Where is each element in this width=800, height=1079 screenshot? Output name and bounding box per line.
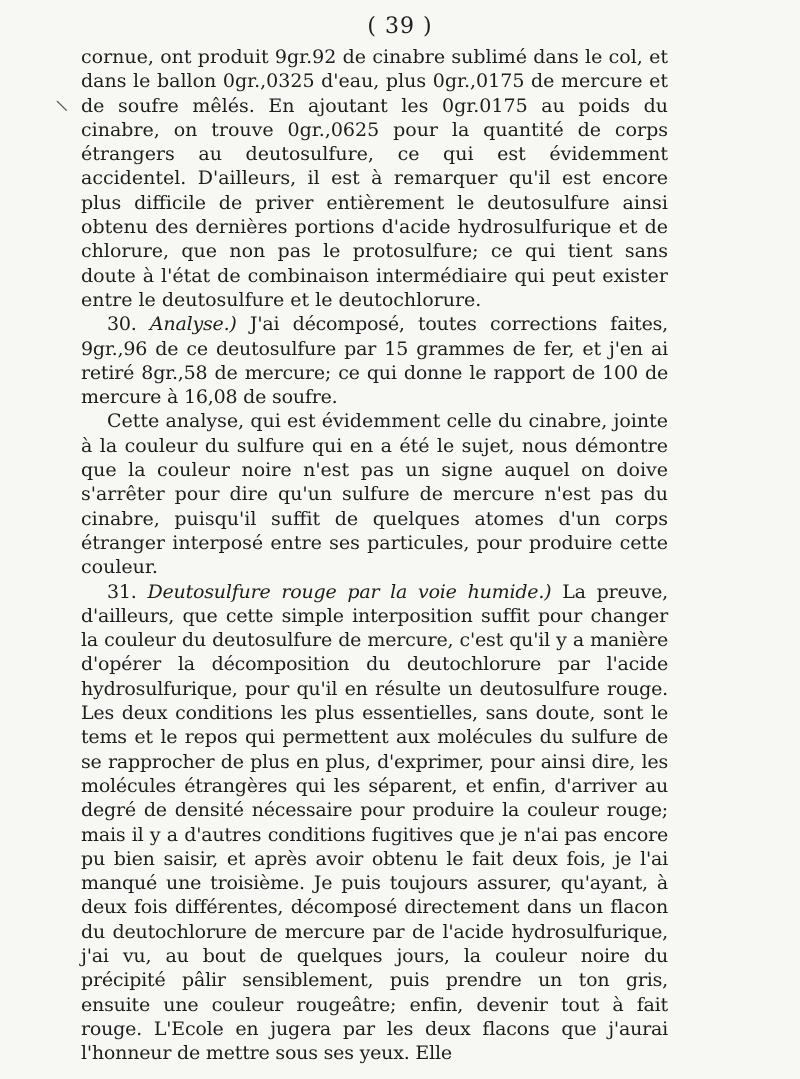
section-number: 30.	[107, 313, 137, 336]
section-heading: Deutosulfure rouge par la voie humide.)	[147, 580, 552, 603]
paragraph-text: La preuve, d'ailleurs, que cette simple interposition suffit pour changer la couleur du deutosulfure de mercure, c'est qu'il y a manière d'opérer la décomposition du deutochlorure par l'acide hydrosulfurique, pour qu'il en résulte un deutosulfure rouge. Les deux conditions les plus essentielles, sans doute, sont le tems et le repos qui permettent aux molécules du sulfure de se rapprocher de plus en plus, d'exprimer, pour ainsi dire, les molécules étrangères qui les séparent, et enfin, d'arriver au degré de densité nécessaire pour produire la couleur rouge; mais il y a d'autres conditions fugitives que je n'ai pas encore pu bien saisir, et après avoir obtenu le fait deux fois, je l'ai manqué une troisième. Je puis toujours assurer, qu'ayant, à deux fois différentes, décomposé directement dans un flacon du deutochlorure de mercure par de l'acide hydrosulfurique, j'ai vu, au bout de quelques jours, la couleur noire du précipité pâlir sensiblement, puis prendre un ton gris, ensuite une couleur rougeâtre; enfin, devenir tout à fait rouge. L'Ecole en jugera par les deux flacons que j'aurai l'honneur de mettre sous ses yeux. Elle	[81, 580, 668, 1065]
paragraph-continuation	[81, 45, 668, 312]
paragraph-red-deutosulfure	[81, 580, 668, 1066]
paragraph-conclusion	[81, 409, 668, 579]
page-number: ( 39 )	[367, 14, 433, 39]
section-number: 31.	[107, 580, 137, 603]
margin-mark: \	[54, 95, 69, 116]
paragraph-text: cornue, ont produit 9gr.92 de cinabre sublimé dans le col, et dans le ballon 0gr.,0325 d'eau, plus 0gr.,0175 de mercure et de soufre mêlés. En ajoutant les 0gr.0175 au poids du cinabre, on trouve 0gr.,0625 pour la quantité de corps étrangers au deutosulfure, ce qui est évidemment accidentel. D'ailleurs, il est à remarquer qu'il est encore plus difficile de priver entièrement le deutosulfure ainsi obtenu des dernières portions d'acide hydrosulfurique et de chlorure, que non pas le protosulfure; ce qui tient sans doute à l'état de combinaison intermédiaire qui peut exister entre le deutosulfure et le deutochlorure.	[81, 46, 668, 311]
page-content	[81, 45, 668, 1065]
section-heading: Analyse.)	[149, 313, 237, 336]
paragraph-text: Cette analyse, qui est évidemment celle du cinabre, jointe à la couleur du sulfure qui en a été le sujet, nous démontre que la couleur noire n'est pas un signe auquel on doive s'arrêter pour dire qu'un sulfure de mercure n'est pas du cinabre, puisqu'il suffit de quelques atomes d'un corps étranger interposé entre ses particules, pour produire cette couleur.	[81, 410, 668, 579]
paragraph-text: J'ai décomposé, toutes corrections faites, 9gr.,96 de ce deutosulfure par 15 grammes de fer, et j'en ai retiré 8gr.,58 de mercure; ce qui donne le rapport de 100 de mercure à 16,08 de soufre.	[81, 313, 669, 409]
paragraph-analysis	[81, 312, 668, 409]
